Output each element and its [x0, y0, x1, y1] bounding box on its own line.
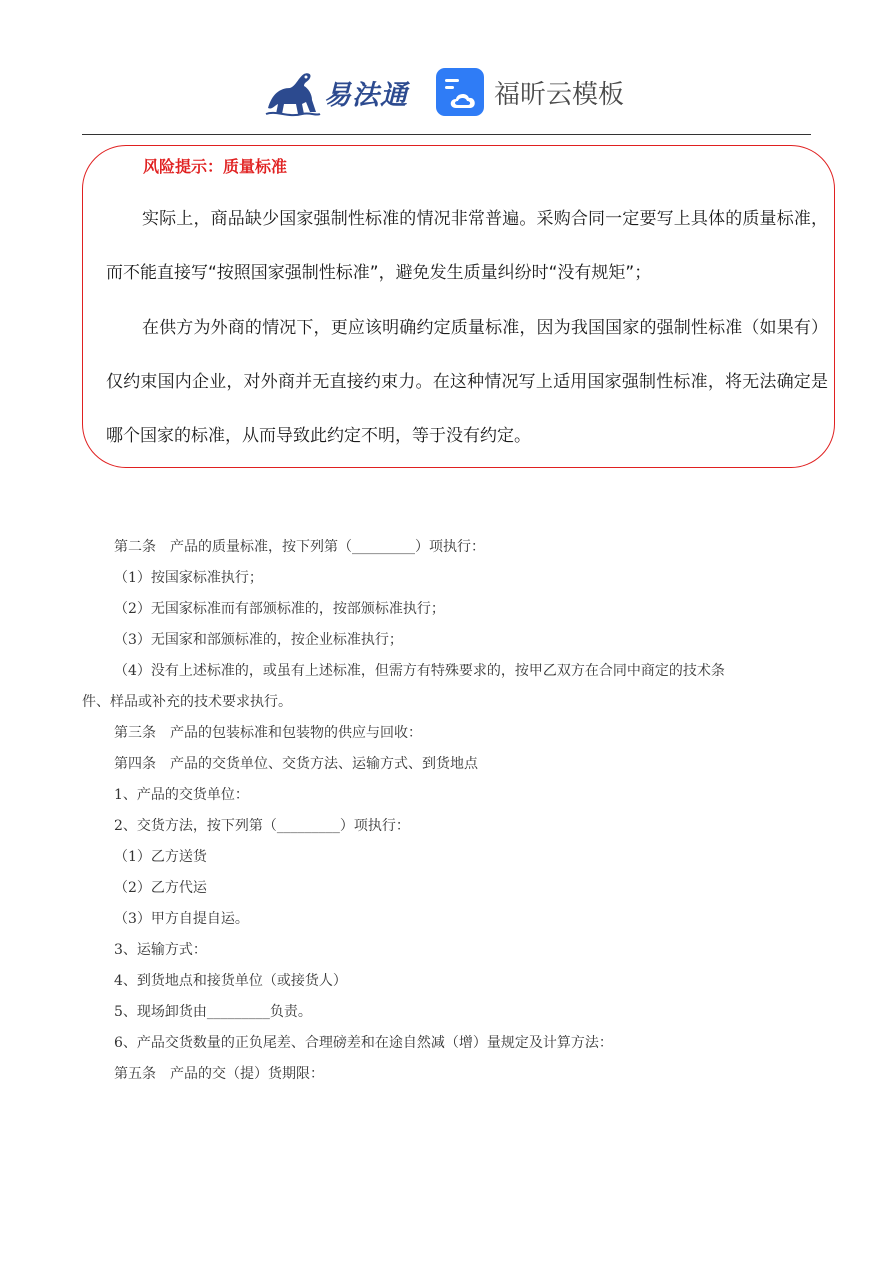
clause-item: （3）甲方自提自运。 — [114, 911, 249, 927]
article-3-heading: 第三条 产品的包装标准和包装物的供应与回收： — [114, 725, 422, 741]
article-4-heading: 第四条 产品的交货单位、交货方法、运输方式、到货地点 — [114, 756, 478, 772]
contract-body — [82, 530, 812, 1090]
clause-item: 3、运输方式： — [114, 942, 207, 958]
clause-item: （1）乙方送货 — [114, 849, 207, 865]
clause-item: （2）乙方代运 — [114, 880, 207, 896]
qilin-icon — [262, 64, 322, 120]
clause-item: （3）无国家和部颁标准的，按企业标准执行； — [114, 632, 403, 648]
page-header — [0, 60, 893, 124]
risk-notice-title: 风险提示：质量标准 — [143, 157, 288, 176]
clause-item: 1、产品的交货单位： — [114, 787, 249, 803]
article-2-heading: 第二条 产品的质量标准，按下列第（_________）项执行： — [114, 539, 485, 555]
fuxin-brand-text: 福昕云模板 — [494, 79, 625, 110]
risk-notice-paragraph-1: 实际上，商品缺少国家强制性标准的情况非常普遍。采购合同一定要写上具体的质量标准，而不能直接写“按照国家强制性标准”，避免发生质量纠纷时“没有规矩”； — [106, 209, 828, 283]
clause-item: （2）无国家标准而有部颁标准的，按部颁标准执行； — [114, 601, 445, 617]
clause-item: 4、到货地点和接货单位（或接货人） — [114, 973, 347, 989]
cloud-document-icon — [436, 68, 484, 116]
clause-item: 6、产品交货数量的正负尾差、合理磅差和在途自然减（增）量规定及计算方法： — [114, 1035, 613, 1051]
risk-notice-paragraph-2: 在供方为外商的情况下，更应该明确约定质量标准，因为我国国家的强制性标准（如果有）仅约束国内企业，对外商并无直接约束力。在这种情况写上适用国家强制性标准，将无法确定是哪个国家的标准，从而导致此约定不明，等于没有约定。 — [106, 318, 828, 446]
yifatong-logo — [262, 64, 414, 120]
clause-item: （4）没有上述标准的，或虽有上述标准，但需方有特殊要求的，按甲乙双方在合同中商定的技术条 — [114, 663, 725, 679]
header-divider — [82, 134, 811, 135]
clause-item: 5、现场卸货由_________负责。 — [114, 1004, 312, 1020]
clause-item: （1）按国家标准执行； — [114, 570, 263, 586]
yifatong-brand-text: 易法通 — [324, 79, 408, 111]
clause-item-continuation: 件、样品或补充的技术要求执行。 — [82, 694, 292, 710]
article-5-heading: 第五条 产品的交（提）货期限： — [114, 1066, 324, 1082]
clause-item: 2、交货方法，按下列第（_________）项执行： — [114, 818, 410, 834]
fuxin-logo — [436, 66, 636, 118]
